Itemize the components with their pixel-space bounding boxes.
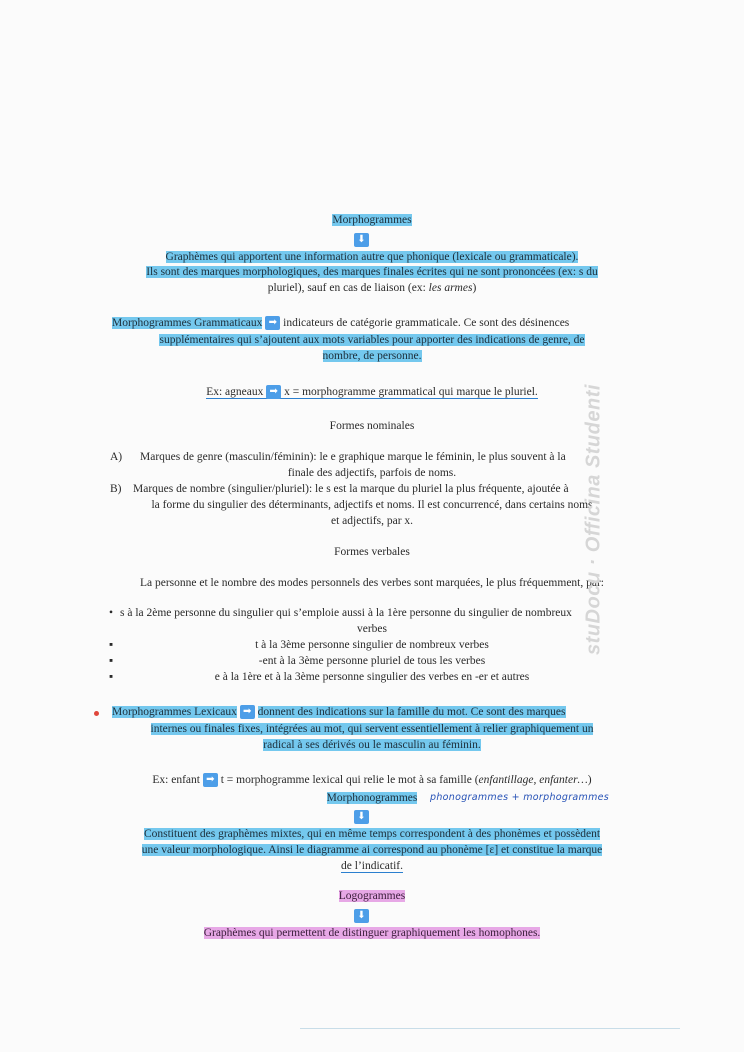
morphonogrammes-line-3: de l’indicatif.	[341, 860, 403, 872]
verbal-bullet-2: t à la 3ème personne singulier de nombreux verbes	[255, 639, 489, 651]
down-arrow-icon: ⬇	[354, 808, 371, 822]
morphonogrammes-title-line	[0, 791, 744, 806]
list-item-a-line-1: Marques de genre (masculin/féminin): le e graphique marque le féminin, le plus souvent à la	[140, 451, 566, 463]
right-arrow-icon: ➡	[203, 773, 218, 787]
verbal-bullet-3: -ent à la 3ème personne pluriel de tous les verbes	[258, 655, 486, 667]
bullet-marker: ▪	[109, 655, 114, 667]
definition-line-3: pluriel), sauf en cas de liaison (ex: les armes)	[267, 282, 477, 294]
grammaticaux-term: Morphogrammes Grammaticaux	[112, 317, 263, 329]
grammaticaux-line-1: Morphogrammes Grammaticaux ➡ indicateurs de catégorie grammaticale. Ce sont des désinences	[112, 317, 570, 329]
definition-line-1: Graphèmes qui apportent une information autre que phonique (lexicale ou grammaticale).	[165, 251, 579, 263]
list-item-a-line-2: finale des adjectifs, parfois de noms.	[287, 467, 457, 479]
morphonogrammes-line-2: une valeur morphologique. Ainsi le diagramme ai correspond au phonème [ɛ] et constitue la marque	[141, 844, 603, 856]
lexicaux-term: Morphogrammes Lexicaux	[112, 706, 237, 718]
verbal-bullet-4: e à la 1ère et à la 3ème personne singulier des verbes en -er et autres	[214, 671, 530, 683]
grammaticaux-line-3: nombre, de personne.	[322, 350, 422, 362]
morphonogrammes-line-1: Constituent des graphèmes mixtes, qui en même temps correspondent à des phonèmes et possèdent	[143, 828, 601, 840]
grammaticaux-line-2: supplémentaires qui s’ajoutent aux mots variables pour apporter des indications de genre, de	[159, 334, 585, 346]
bullet-dot	[94, 711, 99, 716]
verbal-bullet-1-line-1: s à la 2ème personne du singulier qui s’emploie aussi à la 1ère personne du singulier de nombreux	[120, 607, 572, 619]
grammatical-example: Ex: agneaux ➡ x = morphogramme grammatical qui marque le pluriel.	[206, 386, 538, 398]
bullet-marker: ▪	[109, 639, 114, 651]
formes-verbales-heading: Formes verbales	[334, 546, 410, 558]
list-label-a: A)	[110, 451, 123, 463]
logogrammes-title: Logogrammes	[338, 890, 406, 902]
list-item-b-line-3: et adjectifs, par x.	[330, 515, 414, 527]
lexicaux-line-2: internes ou finales fixes, intégrées au mot, qui servent essentiellement à relier graphiquement un	[150, 723, 594, 735]
right-arrow-icon: ➡	[240, 705, 255, 719]
morphogrammes-title-line	[0, 213, 744, 228]
lexicaux-line-3: radical à ses dérivés ou le masculin au féminin.	[263, 739, 481, 751]
morphonogrammes-title: Morphonogrammes	[326, 792, 418, 804]
divider	[300, 1028, 680, 1029]
lexical-example: Ex: enfant ➡ t = morphogramme lexical qui relie le mot à sa famille (enfantillage, enfanter…)	[152, 774, 592, 786]
formes-nominales-heading: Formes nominales	[329, 420, 415, 432]
morphogrammes-title: Morphogrammes	[332, 214, 412, 226]
down-arrow-icon: ⬇	[354, 231, 371, 245]
list-item-b-line-2: la forme du singulier des déterminants, adjectifs et noms. Il est concurrencé, dans certains noms	[151, 499, 593, 511]
handwritten-note: phonogrammes + morphogrammes	[430, 792, 610, 803]
bullet-marker: •	[109, 607, 114, 619]
definition-line-2: Ils sont des marques morphologiques, des marques finales écrites qui ne sont prononcées (ex: s du	[146, 266, 598, 278]
list-item-b-line-1: Marques de nombre (singulier/pluriel): le s est la marque du pluriel la plus fréquente, ajoutée à	[133, 483, 569, 495]
bullet-marker: ▪	[109, 671, 114, 683]
verbal-bullet-1-line-2: verbes	[356, 623, 387, 635]
verbal-intro: La personne et le nombre des modes personnels des verbes sont marquées, le plus fréquemment, par:	[139, 577, 604, 589]
logogrammes-line-1: Graphèmes qui permettent de distinguer graphiquement les homophones.	[203, 927, 541, 939]
right-arrow-icon: ➡	[265, 316, 280, 330]
right-arrow-icon: ➡	[266, 385, 281, 399]
document-page: Morphogrammes ⬇ Graphèmes qui apportent une information autre que phonique (lexicale ou grammaticale). Ils sont des marques morphologiques, des marques finales écrites qui ne sont prononcées (ex: s du pluriel), sauf en cas de liaison (ex: les armes) Morphogrammes Grammaticaux ➡ indicateurs de catégorie grammaticale. Ce sont des désinences supplémentaires qui s’ajoutent aux mots variables pour apporter des indications de genre, de nombre, de personne. Ex: agneaux ➡ x = morphogramme grammatical qui marque le pluriel. Formes nominales A) Marques de genre (masculin/féminin): le e graphique marque le féminin, le plus souvent à la finale des adjectifs, parfois de noms. B) Marques de nombre (singulier/pluriel): le s est la marque du pluriel la plus fréquente, ajoutée à la forme du singulier des déterminants, adjectifs et noms. Il est concurrencé, dans certains noms et adjectifs, par x. Formes verbales La personne et le nombre des modes personnels des verbes sont marquées, le plus fréquemment, par: • s à la 2ème personne du singulier qui s’emploie aussi à la 1ère personne du singulier de nombreux verbes ▪ t à la 3ème personne singulier de nombreux verbes ▪ -ent à la 3ème personne pluriel de tous les verbes ▪ e à la 1ère et à la 3ème personne singulier des verbes en -er et autres Morphogrammes Lexicaux ➡ donnent des indications sur la famille du mot. Ce sont des marques internes ou finales fixes, intégrées au mot, qui servent essentiellement à relier graphiquement un radical à ses dérivés ou le masculin au féminin. Ex: enfant ➡ t = morphogramme lexical qui relie le mot à sa famille (enfantillage, enfanter…) Morphonogrammes phonogrammes + morphogrammes ⬇ Constituent des graphèmes mixtes, qui en même temps correspondent à des phonèmes et possèdent une valeur morphologique. Ainsi le diagramme ai correspond au phonème [ɛ] et constitue la marque de l’indicatif. Logogrammes ⬇ Graphèmes qui permettent de distinguer graphiquement les homophones. stuDocu · Officina Studenti	[0, 0, 744, 1052]
logogrammes-title-line	[0, 889, 744, 904]
list-label-b: B)	[110, 483, 122, 495]
lexicaux-line-1: Morphogrammes Lexicaux ➡ donnent des indications sur la famille du mot. Ce sont des marques	[112, 706, 566, 718]
down-arrow-icon: ⬇	[354, 907, 371, 921]
